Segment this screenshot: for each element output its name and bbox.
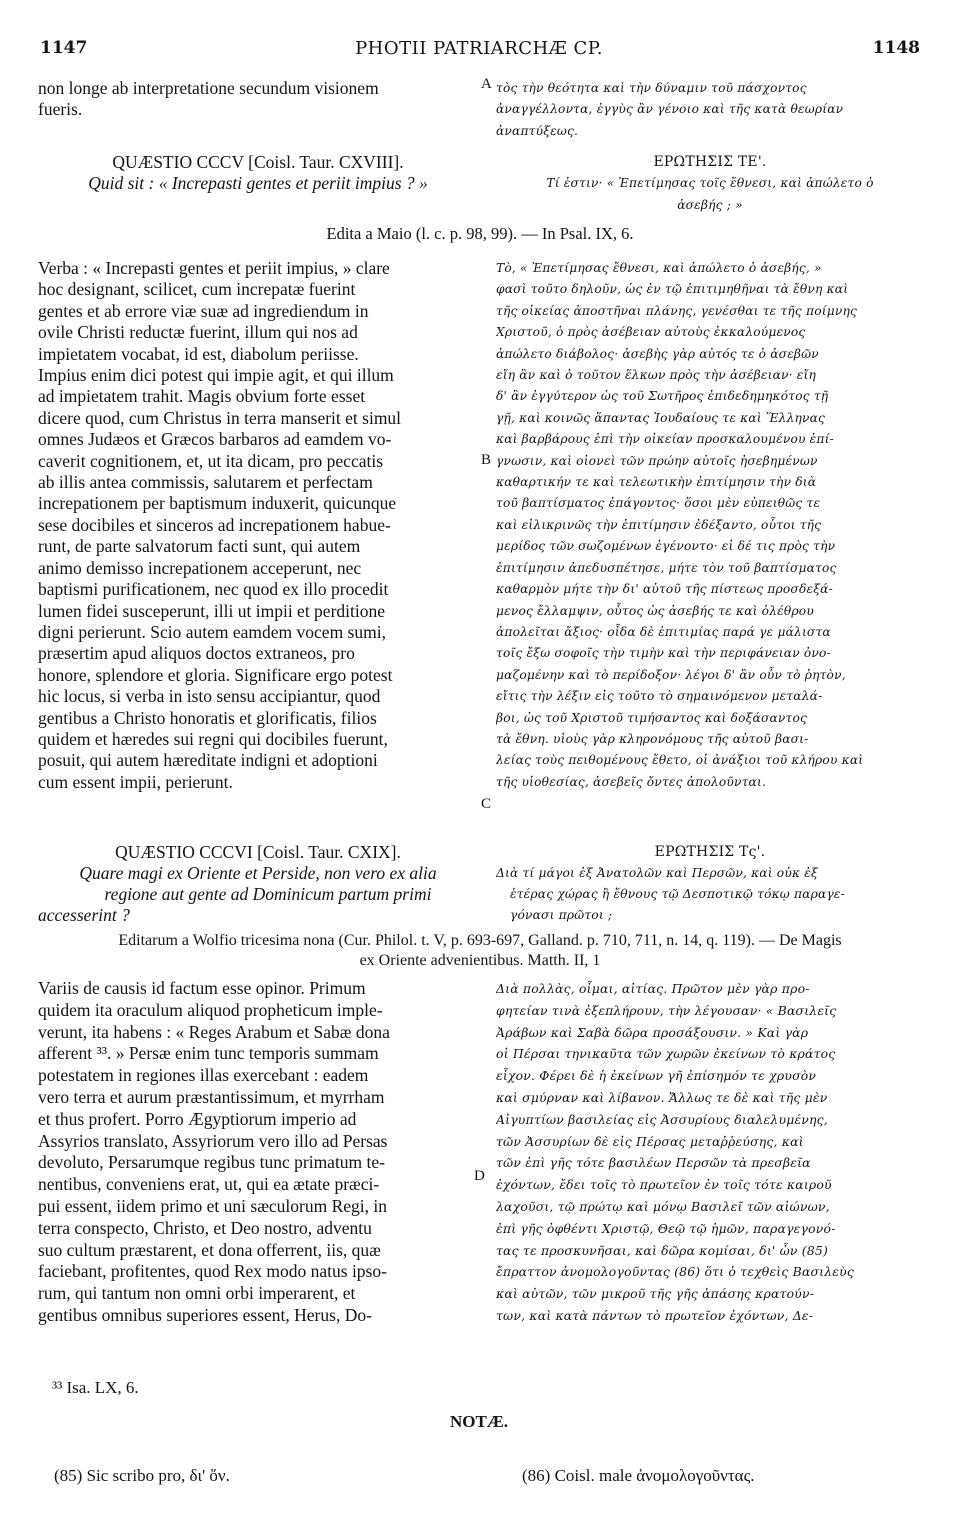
text-line: animo demisso increpationem acceperunt, nec xyxy=(38,557,362,578)
running-title: PHOTII PATRIARCHÆ CP. xyxy=(355,38,603,59)
text-line: τας τε προσκυνῆσαι, καὶ δῶρα κομίσαι, δι' ὧν (85) xyxy=(496,1242,829,1258)
text-line: Impius enim dici potest qui impie agit, et qui illum xyxy=(38,365,394,386)
text-line: quidem et hæredes sui regni qui docibiles fuerunt, xyxy=(38,728,388,749)
greek-question-heading-2 xyxy=(496,842,924,926)
text-line: impietatem vocabat, id est, diabolum periisse. xyxy=(38,343,359,364)
text-line: εἴη ἂν καὶ ὁ τοῦτον ἕλκων πρὸς τὴν ἀσέβειαν· εἴη xyxy=(496,368,817,383)
text-line: τῆς οἰκείας ἀποστῆναι πλάνης, γενέσθαι τε τῆς ποίμνης xyxy=(496,303,857,318)
text-line: potestatem in regiones illas exercebant : eadem xyxy=(38,1065,369,1086)
text-line: τῶν Ἀσσυρίων δὲ εἰς Πέρσας μεταῤῥεύσης, καὶ xyxy=(496,1133,804,1149)
footnote-33: ³³ Isa. LX, 6. xyxy=(52,1378,139,1397)
text-line: posuit, qui autem hæreditate indigni et adoptioni xyxy=(38,750,378,771)
latin-question-heading-2 xyxy=(38,842,478,926)
text-line: devoluto, Persarumque regibus tunc primatum te- xyxy=(38,1152,386,1173)
text-line: rum, qui tantum non omni orbi imperarent, et xyxy=(38,1283,356,1304)
text-line: accesserint ? xyxy=(38,905,130,925)
text-line: QUÆSTIO CCCV [Coisl. Taur. CXVIII]. xyxy=(112,152,404,172)
text-line: ἀσεβής ; » xyxy=(677,197,743,212)
text-line: Verba : « Increpasti gentes et periit impius, » clare xyxy=(38,258,390,278)
note-86: (86) Coisl. male ἀνομολογοῦντας. xyxy=(522,1466,755,1485)
text-line: Διὰ τί μάγοι ἐξ Ἀνατολῶν καὶ Περσῶν, καὶ οὐκ ἐξ xyxy=(496,866,818,880)
text-line: ab illis antea commissis, salutarem et perfectam xyxy=(38,472,373,493)
text-line: των, καὶ κατὰ πάντων τὸ πρωτεῖον ἐχόντων, Δε- xyxy=(496,1307,814,1323)
text-line: faciebant, profitentes, quod Rex modo natus ipso- xyxy=(38,1261,387,1282)
latin-question-heading xyxy=(38,152,478,195)
text-line: καὶ εἰλικρινῶς τὴν ἐπιτίμησιν ἐδέξαντο, οὗτοι τῆς xyxy=(496,517,822,532)
text-line: ἀναπτύξεως. xyxy=(496,123,579,138)
text-line: regione aut gente ad Dominicum partum primi xyxy=(104,884,432,904)
margin-marker-b: B xyxy=(481,452,492,468)
text-line: quidem ita oraculum aliquod propheticum imple- xyxy=(38,999,383,1020)
right-page-number: 1148 xyxy=(872,38,920,58)
text-line: Assyrios translato, Assyriorum vero illo ad Persas xyxy=(38,1130,388,1151)
text-line: τοῖς ἔξω σοφοῖς τὴν τιμὴν καὶ τὴν περιφάνειαν ὀνο- xyxy=(496,646,831,661)
text-line: Τὸ, « Ἐπετίμησας ἔθνεσι, καὶ ἀπώλετο ὁ ἀσεβής, » xyxy=(496,261,822,275)
text-line: φασὶ τοῦτο δηλοῦν, ὡς ἐν τῷ ἐπιτιμηθῆναι τὰ ἔθνη καὶ xyxy=(496,282,849,297)
latin-body-2 xyxy=(38,978,478,1327)
text-line: et thus profert. Porro Ægyptiorum imperio ad xyxy=(38,1108,357,1129)
text-line: lumen fidei susceperunt, illi ut impii et perditione xyxy=(38,600,386,621)
text-line: γνωσιν, καὶ οἱονεὶ τῶν πρώην αὐτοῖς ἠσεβημένων xyxy=(496,453,818,468)
text-line: afferent ³³. » Persæ enim tunc temporis summam xyxy=(38,1043,379,1064)
text-line: λείας τοὺς πειθομένους ἔθετο, οἱ ἀνάξιοι τοῦ κλήρου καὶ xyxy=(496,753,864,768)
text-line: γῇ, καὶ κοινῶς ἅπαντας Ἰουδαίους τε καὶ Ἕλληνας xyxy=(496,410,826,425)
text-line: suo cultum præstarent, et dona offerrent, iis, quæ xyxy=(38,1239,381,1260)
text-line: ἀπολεῖται ἄξιος· οἶδα δὲ ἐπιτιμίας παρά γε μάλιστα xyxy=(496,624,831,639)
text-line: runt, de parte salvatorum facti sunt, qui autem xyxy=(38,536,361,557)
text-line: γόνασι πρῶτοι ; xyxy=(510,908,613,922)
text-line: τῶν ἐπὶ γῆς τότε βασιλέων Περσῶν τὰ πρεσβεῖα xyxy=(496,1155,811,1171)
greek-opening xyxy=(496,78,924,142)
text-line: ex Oriente advenientibus. Matth. II, 1 xyxy=(359,952,601,969)
text-line: οἱ Πέρσαι τηνικαῦτα τῶν χωρῶν ἐκείνων τὸ κράτος xyxy=(496,1046,836,1062)
text-line: τὰ ἔθνη. υἱοὺς γὰρ κληρονόμους τῆς αὐτοῦ βασι- xyxy=(496,731,809,746)
edita-note: Edita a Maio (l. c. p. 98, 99). — In Psal. IX, 6. xyxy=(326,224,634,243)
text-line: εἶχον. Φέρει δὲ ἡ ἐκείνων γῆ ἐπίσημόν τε χρυσὸν xyxy=(496,1068,817,1084)
text-line: ἑτέρας χώρας ἢ ἔθνους τῷ Δεσποτικῷ τόκῳ παραγε- xyxy=(510,887,845,901)
text-line: λαχοῦσι, τῷ πρώτῳ καὶ μόνῳ Βασιλεῖ τῶν αἰώνων, xyxy=(496,1198,830,1214)
text-line: Editarum a Wolfio tricesima nona (Cur. Philol. t. V, p. 693-697, Galland. p. 710, 711, n. 14, q. 119). — De Magis xyxy=(118,932,842,949)
text-line: ad impietatem trahit. Magis obvium forte esset xyxy=(38,386,366,407)
text-line: τὸς τὴν θεότητα καὶ τὴν δύναμιν τοῦ πάσχοντος xyxy=(496,81,807,95)
text-line: Διὰ πολλὰς, οἶμαι, αἰτίας. Πρῶτον μὲν γὰρ προ- xyxy=(496,981,810,996)
text-line: τοῦ βαπτίσματος ἐπάγοντος· ὅσοι μὲν εὐπειθῶς τε xyxy=(496,496,821,511)
text-line: gentibus omnibus superiores essent, Herus, Do- xyxy=(38,1304,372,1325)
text-line: gentibus a Christo honoratis et glorificatis, filios xyxy=(38,707,377,728)
greek-body-1 xyxy=(496,258,924,793)
text-line: gentes et ab errore viæ suæ ad ingrediendum in xyxy=(38,300,369,321)
text-line: ἀναγγέλλοντα, ἐγγὺς ἂν γένοιο καὶ τῆς κατὰ θεωρίαν xyxy=(496,102,844,117)
text-line: ovile Christi reductæ fuerint, illum qui nos ad xyxy=(38,322,358,343)
text-line: τῆς υἱοθεσίας, ἀσεβεῖς ὄντες ἀπολοῦνται. xyxy=(496,774,767,789)
text-line: καθαρμὸν μήτε τὴν δι' αὐτοῦ τῆς πίστεως προσδεξά- xyxy=(496,582,833,597)
text-line: καθαρτικήν τε καὶ τελεωτικὴν ἐπιτίμησιν τὴν διὰ xyxy=(496,475,817,490)
greek-body-2 xyxy=(496,978,924,1327)
text-line: dicere quod, cum Christus in terra manserit et simul xyxy=(38,407,402,428)
text-line: honore, splendore et gloria. Significare ergo potest xyxy=(38,664,393,685)
text-line: caverit cognitionem, et, ut ita dicam, pro peccatis xyxy=(38,450,384,471)
text-line: καὶ αὐτῶν, τῶν μικροῦ τῆς γῆς ἁπάσης κρατούν- xyxy=(496,1286,815,1302)
text-line: omnes Judæos et Græcos barbaros ad eamdem vo- xyxy=(38,429,392,450)
text-line: ΕΡΩΤΗΣΙΣ ΤΕ'. xyxy=(653,154,767,170)
margin-marker-d: D xyxy=(474,1168,485,1184)
text-line: ΕΡΩΤΗΣΙΣ Τς'. xyxy=(654,844,766,860)
text-line: Ἀράβων καὶ Σαβὰ δῶρα προσάξουσιν. » Καὶ γὰρ xyxy=(496,1024,809,1040)
text-line: increpationem per baptismum induxerit, quicunque xyxy=(38,493,397,514)
text-line: fueris. xyxy=(38,99,83,120)
text-line: εἴτις τὴν λέξιν εἰς τοῦτο τὸ σημαινόμενον μεταλά- xyxy=(496,689,823,704)
text-line: verunt, ita habens : « Reges Arabum et Sabæ dona xyxy=(38,1021,390,1042)
text-line: terra conspecto, Christo, et Deo nostro, adventu xyxy=(38,1217,372,1238)
text-line: καὶ βαρβάρους ἐπὶ τὴν οἰκείαν προσκαλουμένου ἐπί- xyxy=(496,432,834,447)
text-line: Αἰγυπτίων βασιλείας εἰς Ἀσσυρίους διαλελυμένης, xyxy=(496,1111,828,1127)
text-line: ἀπώλετο διάβολος· ἀσεβὴς γὰρ αὐτός τε ὁ ἀσεβῶν xyxy=(496,346,819,361)
text-line: sese docibiles et sinceros ad increpationem habue- xyxy=(38,514,391,535)
editarum-note xyxy=(40,931,920,971)
latin-body-1 xyxy=(38,258,478,793)
text-line: QUÆSTIO CCCVI [Coisl. Taur. CXIX]. xyxy=(115,842,401,862)
text-line: μερίδος τῶν σωζομένων ἐγένοντο· εἰ δέ τις πρὸς τὴν xyxy=(496,539,836,554)
text-line: φητείαν τινὰ ἐξεπλήρουν, τὴν λέγουσαν· « Βασιλεῖς xyxy=(496,1002,837,1018)
text-line: Quare magi ex Oriente et Perside, non vero ex alia xyxy=(79,863,437,883)
text-line: βοι, ὡς τοῦ Χριστοῦ τιμήσαντος καὶ δοξάσαντος xyxy=(496,710,808,725)
text-line: hic locus, si verba in isto sensu accipiantur, quod xyxy=(38,686,381,707)
text-line: ἐπὶ γῆς ὀφθέντι Χριστῷ, Θεῷ τῷ ἡμῶν, παραγεγονό- xyxy=(496,1220,836,1236)
left-page-number: 1147 xyxy=(40,38,88,58)
text-line: baptismi purificationem, nec quod ex illo procedit xyxy=(38,579,389,600)
text-line: nentibus, conveniens erat, ut, qui ea ætate præci- xyxy=(38,1174,380,1195)
text-line: ἐχόντων, ἔδει τοῖς τὸ πρωτεῖον ἐν τοῖς τότε καιροῦ xyxy=(496,1177,832,1193)
text-line: δ' ἂν ἐγγύτερον ὡς τοῦ Σωτῆρος ἐπιδεδημηκότος τῇ xyxy=(496,389,829,404)
text-line: hoc designant, scilicet, cum increpatæ fuerint xyxy=(38,279,356,300)
latin-opening xyxy=(38,78,478,121)
text-line: ἐπιτίμησιν ἀπεδυσπέτησε, μήτε τὸν τοῦ βαπτίσματος xyxy=(496,560,837,575)
text-line: καὶ σμύρναν καὶ λίβανον. Ἄλλως τε δὲ καὶ τῆς μὲν xyxy=(496,1089,828,1105)
text-line: ἔπραττον ἀνομολογοῦντας (86) ὅτι ὁ τεχθεὶς Βασιλεὺς xyxy=(496,1264,855,1280)
text-line: non longe ab interpretatione secundum visionem xyxy=(38,78,379,98)
note-85: (85) Sic scribo pro, δι' ὅν. xyxy=(54,1466,230,1485)
latin-question-subheading: Quid sit : « Increpasti gentes et periit impius ? » xyxy=(88,173,428,194)
margin-marker-a: A xyxy=(481,76,492,92)
notae-heading: NOTÆ. xyxy=(449,1412,509,1431)
text-line: pui essent, iidem primo et uni sæculorum Regi, in xyxy=(38,1195,387,1216)
text-line: μαζομένην καὶ τὸ περίδοξον· λέγοι δ' ἂν οὖν τὸ ῥητὸν, xyxy=(496,667,846,682)
text-line: Variis de causis id factum esse opinor. Primum xyxy=(38,978,366,998)
text-line: μενος ἔλλαμψιν, οὗτος ὡς ἀσεβής τε καὶ ὀλέθρου xyxy=(496,603,814,618)
text-line: cum essent impii, perierunt. xyxy=(38,771,233,792)
text-line: Τί ἐστιν· « Ἐπετίμησας τοῖς ἔθνεσι, καὶ ἀπώλετο ὁ xyxy=(546,176,874,191)
greek-question-heading xyxy=(496,152,924,216)
margin-marker-c: C xyxy=(481,796,492,812)
text-line: digni perierunt. Scio autem eamdem vocem sumi, xyxy=(38,621,386,642)
text-line: Χριστοῦ, ὁ πρὸς ἀσέβειαν αὐτοὺς ἐκκαλούμενος xyxy=(496,325,806,340)
text-line: vero terra et aurum præstantissimum, et myrrham xyxy=(38,1086,385,1107)
text-line: præsertim apud aliquos doctos extraneos, pro xyxy=(38,643,355,664)
